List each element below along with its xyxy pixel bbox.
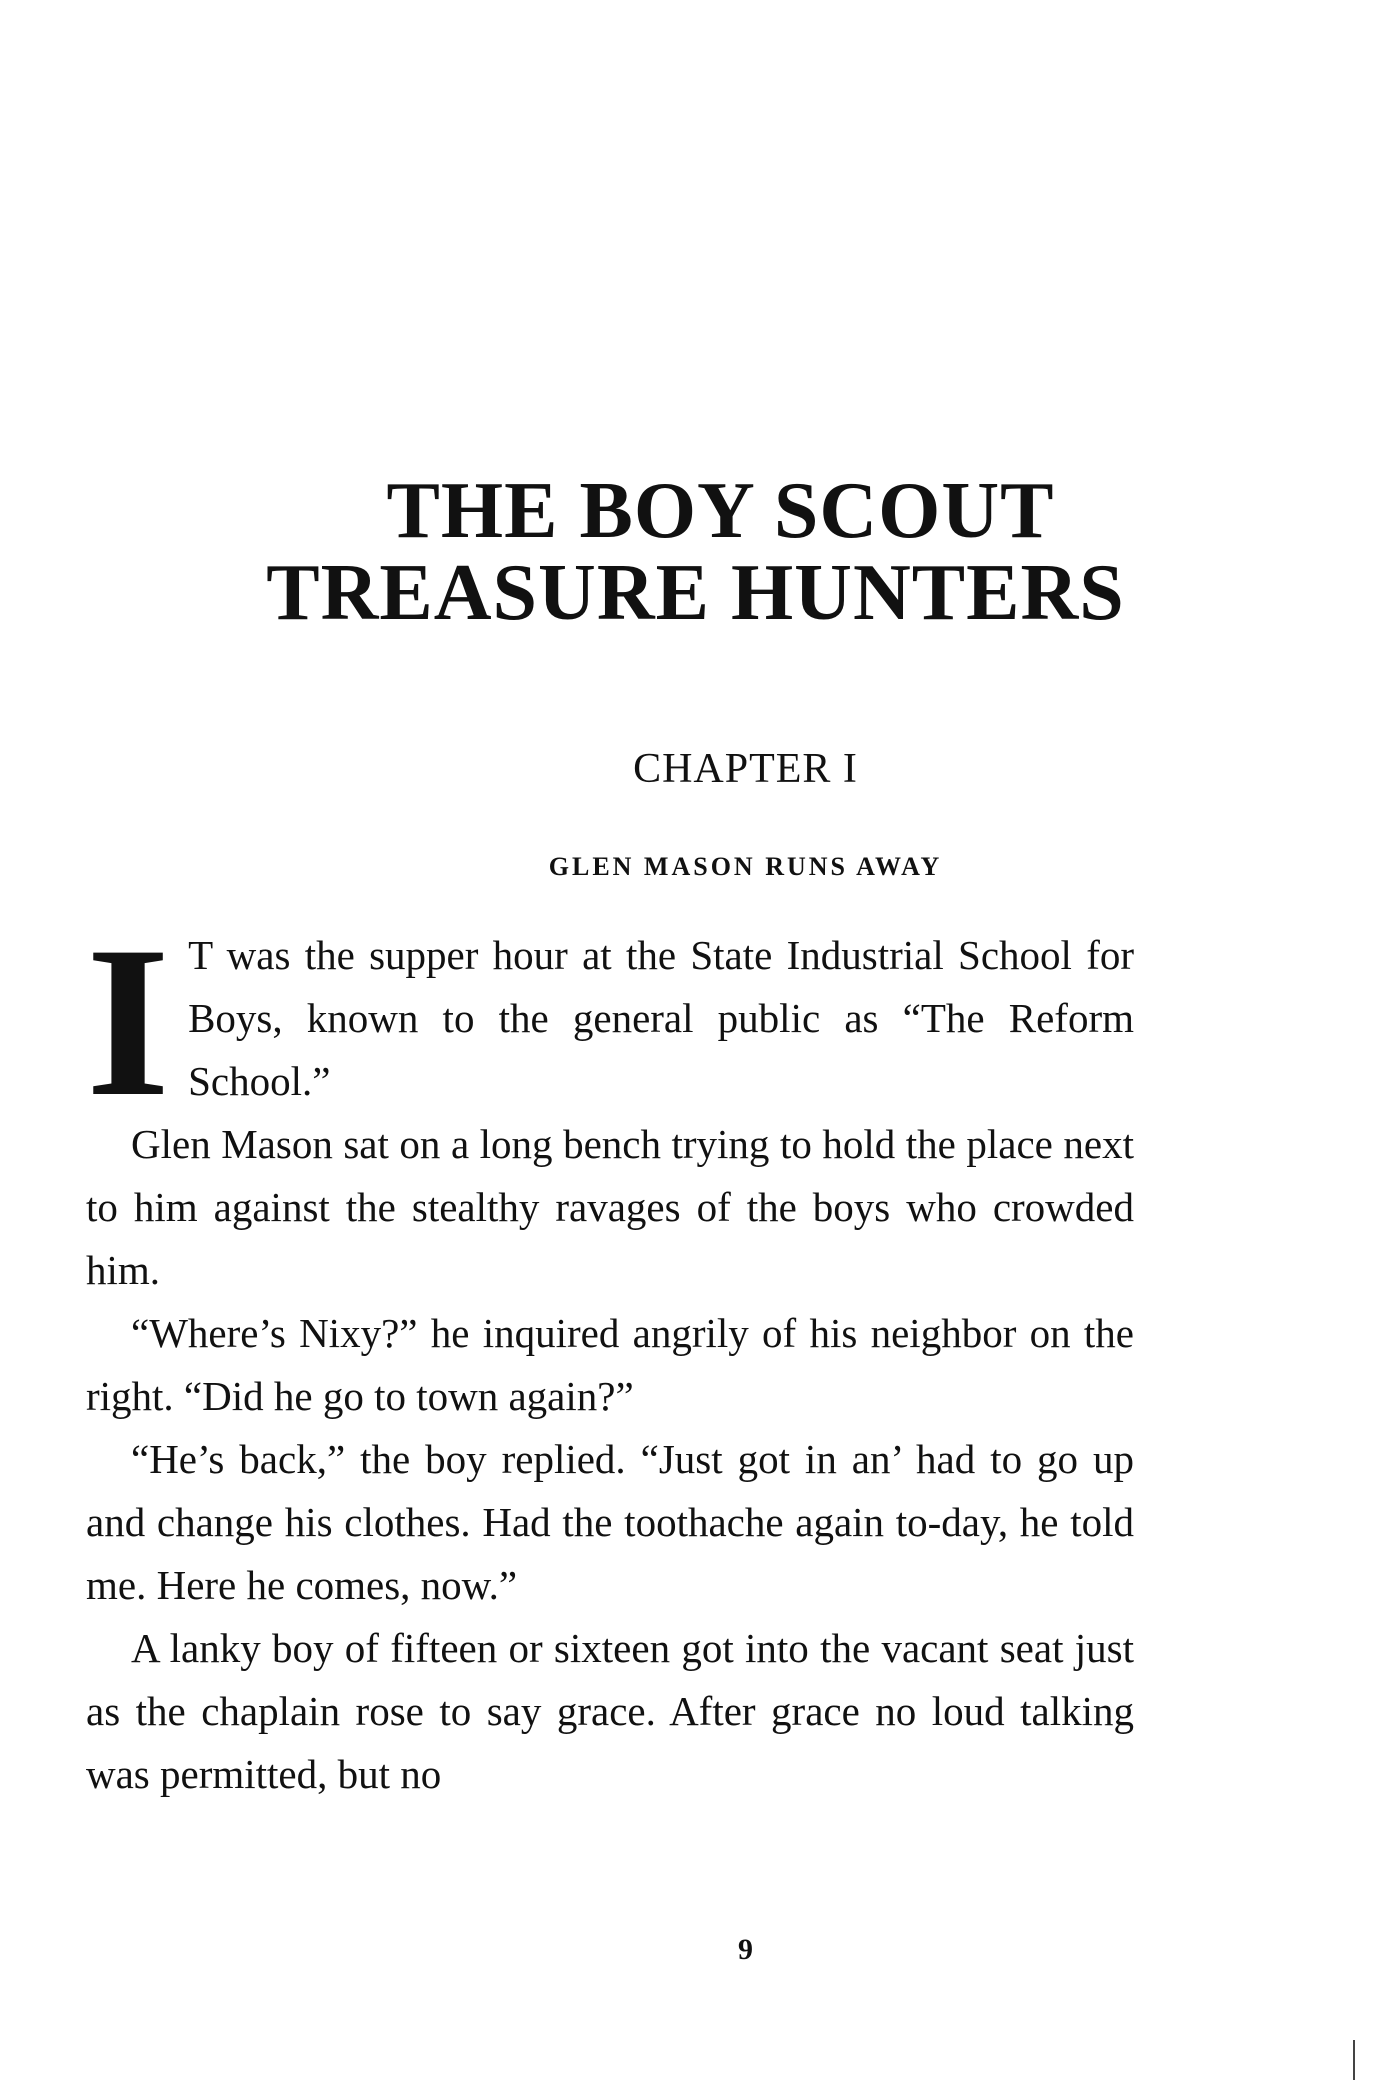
paragraph-3: “Where’s Nixy?” he inquired angrily of his neighbor on the right. “Did he go to town again?”: [86, 1310, 1134, 1419]
chapter-heading: CHAPTER I: [633, 746, 858, 792]
margin-mark: [1353, 2040, 1355, 2080]
page-number: 9: [738, 1933, 753, 1966]
paragraph-2: Glen Mason sat on a long bench trying to hold the place next to him against the stealthy ravages of the boys who crowded him.: [86, 1121, 1134, 1293]
paragraph-1: [86, 902, 1134, 1141]
book-title-line-1: THE BOY SCOUT: [386, 467, 1055, 555]
drop-cap: I: [86, 902, 171, 1141]
paragraph-text: T was the supper hour at the State Industrial School for Boys, known to the general public as “The Reform School.”: [188, 932, 1134, 1104]
book-title-line-2: TREASURE HUNTERS: [266, 549, 1125, 637]
book-title: [0, 467, 1391, 637]
paragraph-5: A lanky boy of fifteen or sixteen got into the vacant seat just as the chaplain rose to say grace. After grace no loud talking was permitted, but no: [86, 1625, 1134, 1797]
paragraph-4: “He’s back,” the boy replied. “Just got in an’ had to go up and change his clothes. Had the toothache again to-day, he told me. Here he comes, now.”: [86, 1436, 1134, 1608]
chapter-title: GLEN MASON RUNS AWAY: [548, 852, 943, 881]
body-text: [86, 902, 1134, 1806]
